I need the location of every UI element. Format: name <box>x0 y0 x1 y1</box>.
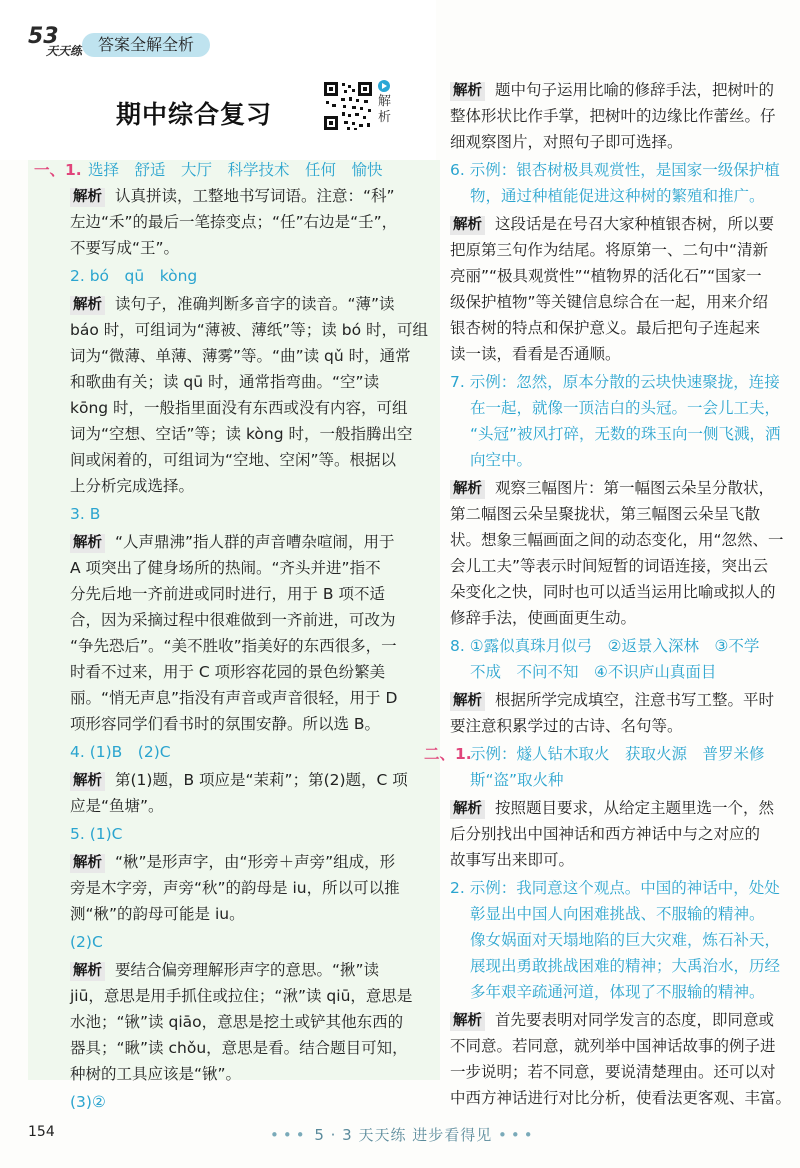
line-text: 应是“鱼塘”。 <box>70 797 164 815</box>
line-text: “楸”是形声字，由“形旁＋声旁”组成，形 <box>115 853 396 871</box>
text-line <box>450 582 776 602</box>
line-text: 要结合偏旁理解形声字的意思。“揪”读 <box>115 961 380 979</box>
line-text: 丽。“悄无声息”指没有声音或声音很轻，用于 D <box>70 689 398 707</box>
text-line <box>450 556 768 576</box>
line-text: 时看不过来，用于 C 项形容花园的景色纷繁美 <box>70 663 386 681</box>
line-text: 一、1. <box>34 161 82 179</box>
text-line <box>450 1088 791 1108</box>
page-number: 154 <box>28 1124 55 1140</box>
answer-line <box>470 982 765 1002</box>
text-line <box>70 398 408 418</box>
line-text: 级保护植物”等关键信息综合在一起，用来介绍 <box>450 293 769 311</box>
line-text: 像女娲面对天塌地陷的巨大灾难，炼石补天， <box>470 931 781 949</box>
line-text: kōng 时，一般指里面没有东西或没有内容，可组 <box>70 399 408 417</box>
play-icon <box>378 80 390 92</box>
text-line <box>450 530 784 550</box>
answer-line <box>70 1092 106 1112</box>
line-text: 3. B <box>70 505 101 523</box>
footer-dots-right: ••• <box>498 1126 537 1144</box>
line-text: 6. 示例：银杏树极具观赏性，是国家一级保护植 <box>450 161 780 179</box>
line-text: 上分析完成选择。 <box>70 477 195 495</box>
analysis-line <box>450 1010 774 1031</box>
line-text: 一步说明；若不同意，要说清楚理由。还可以对 <box>450 1063 776 1081</box>
line-text: 向空中。 <box>470 451 533 469</box>
footer-slogan-text: 5 · 3 天天练 进步看得见 <box>314 1126 493 1144</box>
answer-line <box>70 266 197 286</box>
line-text: 物，通过种植能促进这种树的繁殖和推广。 <box>470 187 765 205</box>
line-text: 展现出勇敢挑战困难的精神；大禹治水，历经 <box>470 957 781 975</box>
analysis-label: 解析 <box>450 82 485 101</box>
line-text: 银杏树的特点和保护意义。最后把句子连起来 <box>450 319 761 337</box>
line-text: 左边“禾”的最后一笔捺变点；“任”右边是“壬”， <box>70 213 398 231</box>
text-line <box>70 424 413 444</box>
text-line <box>450 824 760 844</box>
line-text: 斯“盗”取火种 <box>470 771 564 789</box>
line-text: 认真拼读，工整地书写词语。注意：“科” <box>115 187 395 205</box>
answer-line <box>470 398 780 418</box>
text-line <box>70 238 179 258</box>
qr-label-text: 解析 <box>378 94 392 125</box>
analysis-line <box>450 214 774 235</box>
text-line <box>450 850 574 870</box>
text-line <box>70 1038 408 1058</box>
analysis-label: 解析 <box>450 1012 485 1031</box>
text-line <box>70 372 379 392</box>
analysis-label: 解析 <box>450 216 485 235</box>
line-text: 不同意。若同意，就列举中国神话故事的例子进 <box>450 1037 776 1055</box>
answer-line <box>470 904 765 924</box>
text-line <box>70 1012 403 1032</box>
line-text: 水池；“锹”读 qiāo，意思是挖土或铲其他东西的 <box>70 1013 404 1031</box>
text-line <box>70 662 385 682</box>
answer-line <box>450 636 759 656</box>
line-text: 第(1)题，B 项应是“茉莉”；第(2)题，C 项 <box>115 771 408 789</box>
line-text: 项形容同学们看书时的氛围安静。所以选 B。 <box>70 715 381 733</box>
text-line <box>450 318 760 338</box>
line-text: A 项突出了健身场所的热闹。“齐头并进”指不 <box>70 559 381 577</box>
answer-badge: 答案全解全析 <box>82 33 210 57</box>
analysis-line <box>450 478 774 499</box>
line-text: 二、1. <box>424 745 472 763</box>
analysis-line <box>70 852 395 873</box>
analysis-label: 解析 <box>70 188 105 207</box>
line-text: 状。想象三幅画面之间的动态变化，用“忽然、一 <box>450 531 784 549</box>
line-text: 种树的工具应该是“锹”。 <box>70 1065 242 1083</box>
text-line <box>450 132 683 152</box>
line-text: 5. (1)C <box>70 825 123 843</box>
analysis-line <box>450 690 774 711</box>
line-text: 把原第三句作为结尾。将原第一、二句中“清新 <box>450 241 769 259</box>
analysis-label: 解析 <box>70 962 105 981</box>
analysis-label: 解析 <box>70 534 105 553</box>
answer-line <box>470 744 765 764</box>
line-text: 题中句子运用比喻的修辞手法，把树叶的 <box>495 81 775 99</box>
line-text: 故事写出来即可。 <box>450 851 575 869</box>
answer-line <box>70 932 103 952</box>
qr-code-icon[interactable] <box>322 80 374 132</box>
line-text: 会儿工夫”等表示时间短暂的词语连接，突出云 <box>450 557 769 575</box>
answer-line <box>470 424 781 444</box>
analysis-line <box>70 770 408 791</box>
answer-line <box>470 662 716 682</box>
line-text: 要注意积累学过的古诗、名句等。 <box>450 717 683 735</box>
line-text: (2)C <box>70 933 103 951</box>
analysis-line <box>70 186 395 207</box>
answer-line <box>88 160 383 180</box>
line-text: 第二幅图云朵呈聚拢状，第三幅图云朵呈飞散 <box>450 505 761 523</box>
analysis-label: 解析 <box>450 480 485 499</box>
line-text: 旁是木字旁，声旁“秋”的韵母是 iu，所以可以推 <box>70 879 400 897</box>
line-text: 8. ①露似真珠月似弓 ②返景入深林 ③不学 <box>450 637 760 655</box>
answer-line <box>70 824 123 844</box>
text-line <box>450 240 768 260</box>
analysis-line <box>70 960 379 981</box>
analysis-label: 解析 <box>70 772 105 791</box>
text-line <box>450 344 621 364</box>
analysis-label: 解析 <box>450 800 485 819</box>
line-text: 7. 示例：忽然，原本分散的云块快速聚拢，连接 <box>450 373 780 391</box>
answer-line <box>450 372 780 392</box>
line-text: 测“楸”的韵母可能是 iu。 <box>70 905 245 923</box>
logo-number: 53 <box>28 24 59 49</box>
line-text: 器具；“瞅”读 chǒu，意思是看。结合题目可知， <box>70 1039 408 1057</box>
text-line <box>70 714 380 734</box>
line-text: 细观察图片，对照句子即可选择。 <box>450 133 683 151</box>
line-text: jiū，意思是用手抓住或拉住；“湫”读 qiū，意思是 <box>70 987 413 1005</box>
line-text: 观察三幅图片：第一幅图云朵呈分散状， <box>495 479 775 497</box>
text-line <box>450 608 636 628</box>
line-text: 后分别找出中国神话和西方神话中与之对应的 <box>450 825 761 843</box>
text-line <box>70 1064 241 1084</box>
line-text: “争先恐后”。“美不胜收”指美好的东西很多，一 <box>70 637 397 655</box>
line-text: 分先后地一齐前进或同时进行，用于 B 项不适 <box>70 585 385 603</box>
line-text: 在一起，就像一顶洁白的头冠。一会儿工夫， <box>470 399 781 417</box>
line-text: 不成 不问不知 ④不识庐山真面目 <box>470 663 717 681</box>
text-line <box>70 636 397 656</box>
text-line <box>450 1036 776 1056</box>
line-text: 修辞手法，使画面更生动。 <box>450 609 637 627</box>
line-text: 词为“空想、空话”等；读 kòng 时，一般指腾出空 <box>70 425 413 443</box>
analysis-label: 解析 <box>70 296 105 315</box>
line-text: 中西方神话进行对比分析，使看法更客观、丰富。 <box>450 1089 792 1107</box>
line-text: 和歌曲有关；读 qū 时，通常指弯曲。“空”读 <box>70 373 380 391</box>
answer-line <box>470 930 780 950</box>
text-line <box>70 476 194 496</box>
text-line <box>70 212 397 232</box>
text-line <box>450 504 760 524</box>
line-text: 间或闲着的，可组词为“空地、空闲”等。根据以 <box>70 451 397 469</box>
answer-line <box>450 878 780 898</box>
line-text: “头冠”被风打碎，无数的珠玉向一侧飞溅，洒 <box>470 425 781 443</box>
text-line <box>450 1062 776 1082</box>
line-text: 多年艰辛疏通河道，体现了不服输的精神。 <box>470 983 765 1001</box>
line-text: 整体形状比作手掌，把树叶的边缘比作蕾丝。仔 <box>450 107 776 125</box>
line-text: 这段话是在号召大家种植银杏树，所以要 <box>495 215 775 233</box>
line-text: 根据所学完成填空，注意书写工整。平时 <box>495 691 775 709</box>
text-line <box>70 688 397 708</box>
answer-line <box>450 160 780 180</box>
analysis-line <box>70 532 395 553</box>
text-line <box>70 796 164 816</box>
line-text: “人声鼎沸”指人群的声音嘈杂喧闹，用于 <box>115 533 395 551</box>
analysis-line <box>450 798 774 819</box>
text-line <box>450 292 768 312</box>
line-text: 读一读，看看是否通顺。 <box>450 345 621 363</box>
answer-line <box>470 450 532 470</box>
page-title: 期中综合复习 <box>116 100 273 129</box>
line-text: 亮丽”“极具观赏性”“植物界的活化石”“国家一 <box>450 267 762 285</box>
line-text: 彰显出中国人向困难挑战、不服输的精神。 <box>470 905 765 923</box>
line-text: 读句子，准确判断多音字的读音。“薄”读 <box>115 295 395 313</box>
answer-line <box>70 504 100 524</box>
logo-text: 天天练 <box>46 44 83 58</box>
line-text: 2. bó qū kòng <box>70 267 198 285</box>
text-line <box>450 716 683 736</box>
analysis-label: 解析 <box>450 692 485 711</box>
line-text: 按照题目要求，从给定主题里选一个，然 <box>495 799 775 817</box>
line-text: báo 时，可组词为“薄被、薄纸”等；读 bó 时，可组 <box>70 321 428 339</box>
text-line <box>450 106 776 126</box>
line-text: 选择 舒适 大厅 科学技术 任何 愉快 <box>88 161 383 179</box>
answer-line <box>470 186 765 206</box>
footer-dots-left: ••• <box>270 1126 309 1144</box>
line-text: 2. 示例：我同意这个观点。中国的神话中，处处 <box>450 879 780 897</box>
answer-line <box>470 956 780 976</box>
text-line <box>70 904 245 924</box>
answer-line <box>70 742 171 762</box>
line-text: 4. (1)B (2)C <box>70 743 171 761</box>
footer-slogan <box>270 1124 537 1145</box>
text-line <box>450 266 762 286</box>
text-line <box>70 610 396 630</box>
analysis-line <box>70 294 395 315</box>
line-text: 朵变化之快，同时也可以适当运用比喻或拟人的 <box>450 583 776 601</box>
brand-logo <box>28 24 90 58</box>
text-line <box>70 878 400 898</box>
question-marker <box>424 744 472 764</box>
line-text: 首先要表明对同学发言的态度，即同意或 <box>495 1011 775 1029</box>
text-line <box>70 558 381 578</box>
line-text: 示例：燧人钻木取火 获取火源 普罗米修 <box>470 745 765 763</box>
text-line <box>70 986 412 1006</box>
text-line <box>70 346 411 366</box>
analysis-label: 解析 <box>70 854 105 873</box>
text-line <box>70 320 428 340</box>
analysis-line <box>450 80 774 101</box>
question-marker <box>34 160 82 180</box>
line-text: 不要写成“王”。 <box>70 239 180 257</box>
text-line <box>70 584 385 604</box>
answer-line <box>470 770 564 790</box>
text-line <box>70 450 396 470</box>
qr-label <box>378 80 398 126</box>
line-text: (3)② <box>70 1093 106 1111</box>
line-text: 合，因为采摘过程中很难做到一齐前进，可改为 <box>70 611 396 629</box>
line-text: 词为“微薄、单薄、薄雾”等。“曲”读 qǔ 时，通常 <box>70 347 411 365</box>
